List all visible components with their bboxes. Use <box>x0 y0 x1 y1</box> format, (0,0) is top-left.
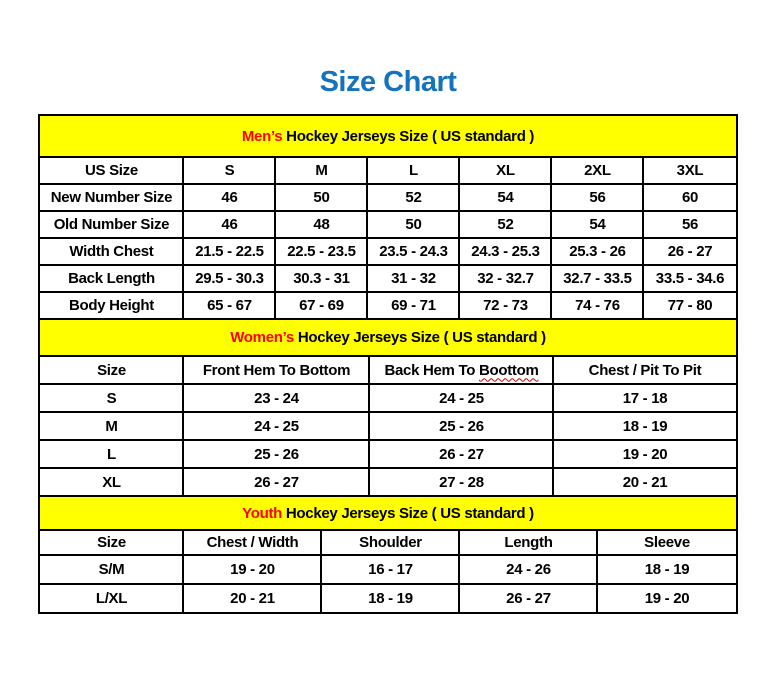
size-value: 52 <box>367 184 459 211</box>
column-header: Back Hem To Boottom <box>369 356 553 384</box>
table-row <box>39 184 736 211</box>
womens-section-title-highlight: Women’s <box>230 329 294 346</box>
table-row <box>39 555 736 584</box>
row-label: S/M <box>39 555 183 584</box>
youth-section-title-rest: Hockey Jerseys Size ( US standard ) <box>282 504 534 522</box>
size-value: 67 - 69 <box>275 292 367 319</box>
size-value: 33.5 - 34.6 <box>643 265 736 292</box>
table-row <box>39 211 736 238</box>
column-header: Shoulder <box>321 530 459 555</box>
column-header: M <box>275 157 367 184</box>
row-label: L/XL <box>39 584 183 613</box>
misspelled-word: Boottom <box>478 361 539 379</box>
size-value: 16 - 17 <box>321 555 459 584</box>
size-value: 24 - 26 <box>459 555 597 584</box>
table-row <box>39 584 736 613</box>
size-value: 50 <box>275 184 367 211</box>
size-value: 20 - 21 <box>553 468 736 496</box>
column-header: Length <box>459 530 597 555</box>
row-label: Width Chest <box>39 238 183 265</box>
mens-header-row <box>39 157 736 184</box>
size-value: 25.3 - 26 <box>551 238 643 265</box>
column-header: US Size <box>39 157 183 184</box>
row-label: New Number Size <box>39 184 183 211</box>
size-value: 19 - 20 <box>597 584 736 613</box>
column-header: XL <box>459 157 551 184</box>
page-title: Size Chart <box>319 66 457 98</box>
size-value: 46 <box>183 184 275 211</box>
womens-section-title <box>39 319 736 356</box>
size-value: 32 - 32.7 <box>459 265 551 292</box>
size-value: 46 <box>183 211 275 238</box>
size-value: 65 - 67 <box>183 292 275 319</box>
table-row <box>39 238 736 265</box>
row-label: Back Length <box>39 265 183 292</box>
column-header: Front Hem To Bottom <box>183 356 369 384</box>
column-header: Size <box>39 530 183 555</box>
row-label: S <box>39 384 183 412</box>
size-value: 31 - 32 <box>367 265 459 292</box>
size-value: 25 - 26 <box>183 440 369 468</box>
column-header: Size <box>39 356 183 384</box>
size-value: 21.5 - 22.5 <box>183 238 275 265</box>
mens-section-band <box>39 115 736 157</box>
size-value: 26 - 27 <box>183 468 369 496</box>
size-value: 69 - 71 <box>367 292 459 319</box>
womens-header-row <box>39 356 736 384</box>
size-value: 17 - 18 <box>553 384 736 412</box>
size-value: 54 <box>459 184 551 211</box>
size-value: 48 <box>275 211 367 238</box>
size-value: 19 - 20 <box>553 440 736 468</box>
size-value: 56 <box>551 184 643 211</box>
size-value: 29.5 - 30.3 <box>183 265 275 292</box>
size-value: 18 - 19 <box>597 555 736 584</box>
youth-header-row <box>39 530 736 555</box>
size-value: 24 - 25 <box>183 412 369 440</box>
column-header: S <box>183 157 275 184</box>
size-value: 24.3 - 25.3 <box>459 238 551 265</box>
youth-size-table <box>38 495 737 614</box>
row-label: Body Height <box>39 292 183 319</box>
column-header: 2XL <box>551 157 643 184</box>
mens-section-title <box>39 115 736 157</box>
size-value: 18 - 19 <box>321 584 459 613</box>
column-header: L <box>367 157 459 184</box>
size-value: 54 <box>551 211 643 238</box>
table-row <box>39 292 736 319</box>
youth-section-band <box>39 496 736 530</box>
row-label: Old Number Size <box>39 211 183 238</box>
womens-section-title-rest: Hockey Jerseys Size ( US standard ) <box>293 329 546 346</box>
size-value: 27 - 28 <box>369 468 553 496</box>
column-header: Chest / Width <box>183 530 321 555</box>
table-row <box>39 265 736 292</box>
table-row <box>39 412 736 440</box>
table-row <box>39 468 736 496</box>
row-label: L <box>39 440 183 468</box>
size-value: 20 - 21 <box>183 584 321 613</box>
size-value: 22.5 - 23.5 <box>275 238 367 265</box>
size-value: 30.3 - 31 <box>275 265 367 292</box>
womens-size-table <box>38 318 737 497</box>
size-value: 60 <box>643 184 736 211</box>
size-value: 24 - 25 <box>369 384 553 412</box>
size-value: 26 - 27 <box>369 440 553 468</box>
column-header: Chest / Pit To Pit <box>553 356 736 384</box>
table-row <box>39 440 736 468</box>
size-value: 74 - 76 <box>551 292 643 319</box>
column-header: 3XL <box>643 157 736 184</box>
size-value: 50 <box>367 211 459 238</box>
size-value: 23.5 - 24.3 <box>367 238 459 265</box>
size-value: 25 - 26 <box>369 412 553 440</box>
mens-section-title-highlight: Men’s <box>241 127 283 145</box>
row-label: M <box>39 412 183 440</box>
mens-section-title-rest: Hockey Jerseys Size ( US standard ) <box>282 127 535 145</box>
size-value: 32.7 - 33.5 <box>551 265 643 292</box>
size-value: 23 - 24 <box>183 384 369 412</box>
womens-section-band <box>39 319 736 356</box>
size-value: 18 - 19 <box>553 412 736 440</box>
size-value: 26 - 27 <box>459 584 597 613</box>
size-value: 52 <box>459 211 551 238</box>
youth-section-title-highlight: Youth <box>242 504 283 522</box>
youth-section-title <box>39 496 736 530</box>
size-value: 26 - 27 <box>643 238 736 265</box>
size-value: 77 - 80 <box>643 292 736 319</box>
mens-size-table <box>38 114 737 320</box>
column-header: Sleeve <box>597 530 736 555</box>
size-value: 56 <box>643 211 736 238</box>
size-value: 72 - 73 <box>459 292 551 319</box>
size-value: 19 - 20 <box>183 555 321 584</box>
table-row <box>39 384 736 412</box>
row-label: XL <box>39 468 183 496</box>
